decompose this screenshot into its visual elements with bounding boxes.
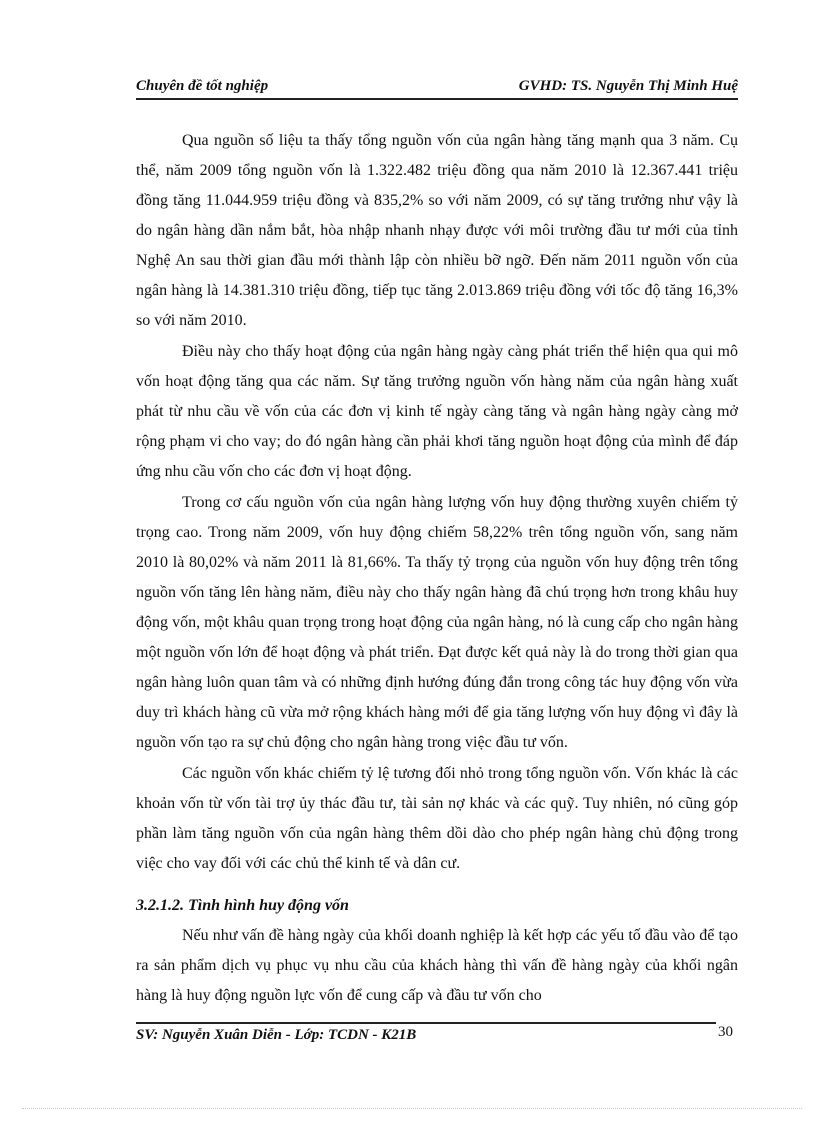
header-document-type: Chuyên đề tốt nghiệp [136, 78, 269, 94]
section-heading: 3.2.1.2. Tình hình huy động vốn [136, 897, 349, 914]
page-header [136, 76, 738, 100]
document-body [136, 126, 738, 1012]
paragraph-other-capital: Các nguồn vốn khác chiếm tỷ lệ tương đối nhỏ trong tổng nguồn vốn. Vốn khác là các khoản vốn từ vốn tài trợ ủy thác đầu tư, tài sản nợ khác và các quỹ. Tuy nhiên, nó cũng góp phần làm tăng nguồn vốn của ngân hàng thêm dồi dào cho phép ngân hàng chủ động trong việc cho vay đối với các chủ thể kinh tế và dân cư. [136, 765, 738, 872]
page-number: 30 [718, 1024, 733, 1040]
footer-divider [136, 1022, 716, 1024]
paragraph-capital-growth: Qua nguồn số liệu ta thấy tổng nguồn vốn của ngân hàng tăng mạnh qua 3 năm. Cụ thể, năm 2009 tổng nguồn vốn là 1.322.482 triệu đồng qua năm 2010 là 12.367.441 triệu đồng tăng 11.044.959 triệu đồng và 835,2% so với năm 2009, có sự tăng trưởng như vậy là do ngân hàng dần nắm bắt, hòa nhập nhanh nhạy được với môi trường đầu tư mới của tỉnh Nghệ An sau thời gian đầu mới thành lập còn nhiều bỡ ngỡ. Đến năm 2011 nguồn vốn của ngân hàng là 14.381.310 triệu đồng, tiếp tục tăng 2.013.869 triệu đồng với tốc độ tăng 16,3% so với năm 2010. [136, 132, 738, 329]
page-break-line [22, 1108, 802, 1109]
paragraph-capital-scale: Điều này cho thấy hoạt động của ngân hàng ngày càng phát triển thể hiện qua qui mô vốn hoạt động tăng qua các năm. Sự tăng trưởng nguồn vốn hàng năm của ngân hàng xuất phát từ nhu cầu về vốn của các đơn vị kinh tế ngày càng tăng và ngân hàng ngày càng mở rộng phạm vi cho vay; do đó ngân hàng cần phải khơi tăng nguồn hoạt động của mình để đáp ứng nhu cầu vốn cho các đơn vị hoạt động. [136, 343, 738, 480]
paragraph-capital-structure: Trong cơ cấu nguồn vốn của ngân hàng lượng vốn huy động thường xuyên chiếm tỷ trọng cao. Trong năm 2009, vốn huy động chiếm 58,22% trên tổng nguồn vốn, sang năm 2010 là 80,02% và năm 2011 là 81,66%. Ta thấy tỷ trọng của nguồn vốn huy động trên tổng nguồn vốn tăng lên hàng năm, điều này cho thấy ngân hàng đã chú trọng hơn trong khâu huy động vốn, một khâu quan trọng trong hoạt động của ngân hàng, nó là cung cấp cho ngân hàng một nguồn vốn lớn để hoạt động và phát triển. Đạt được kết quả này là do trong thời gian qua ngân hàng luôn quan tâm và có những định hướng đúng đắn trong công tác huy động vốn vừa duy trì khách hàng cũ vừa mở rộng khách hàng mới để gia tăng lượng vốn huy động vì đây là nguồn vốn tạo ra sự chủ động cho ngân hàng trong việc đầu tư vốn. [136, 494, 738, 751]
paragraph-mobilization: Nếu như vấn đề hàng ngày của khối doanh nghiệp là kết hợp các yếu tố đầu vào để tạo ra sản phẩm dịch vụ phục vụ nhu cầu của khách hàng thì vấn đề hàng ngày của khối ngân hàng là huy động nguồn lực vốn để cung cấp và đầu tư vốn cho [136, 927, 738, 1004]
header-supervisor: GVHD: TS. Nguyễn Thị Minh Huệ [518, 78, 738, 94]
footer-student-info: SV: Nguyễn Xuân Diễn - Lớp: TCDN - K21B [136, 1027, 417, 1043]
